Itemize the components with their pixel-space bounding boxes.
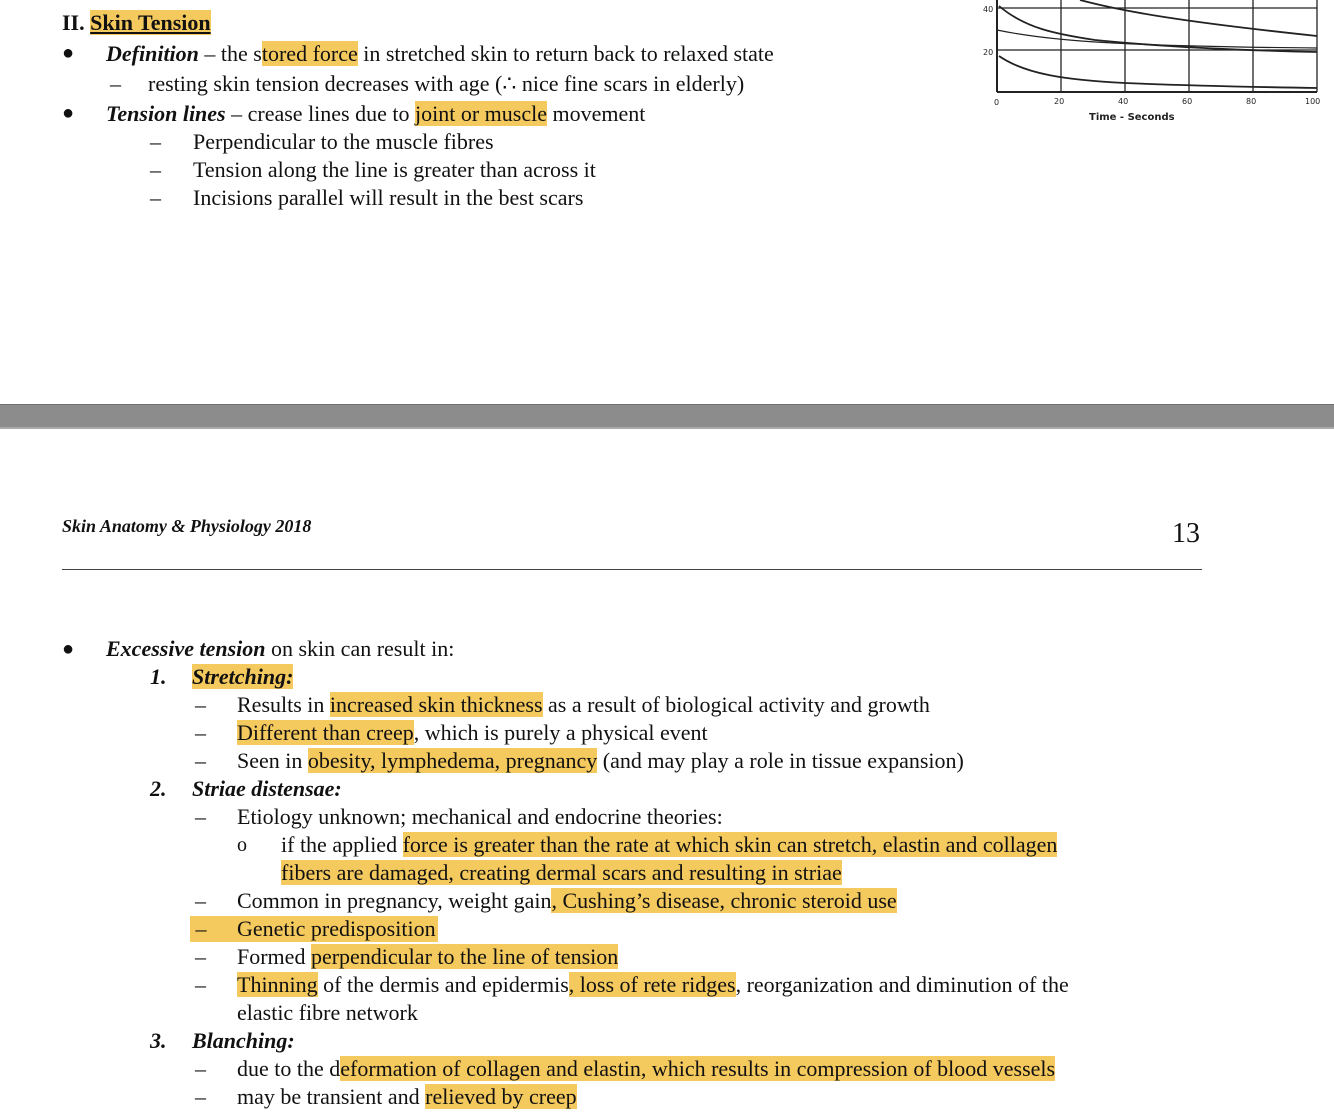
stretching-point-1 [237,692,930,718]
page-break-divider [0,404,1334,429]
page-header-title: Skin Anatomy & Physiology 2018 [62,516,312,536]
excessive-tension-line [106,636,454,662]
graph-xtick: 100 [1305,97,1321,106]
blanching-point-1 [237,1056,1055,1082]
striae-genetic [190,916,438,942]
striae-common [237,888,897,914]
circle-bullet-icon: o [237,834,247,856]
dash-icon: – [150,185,161,210]
blanching-highlight: eformation of collagen and elastin, which results in compression of blood vessels [340,1056,1056,1081]
list-number: 2. [150,776,167,801]
dash-icon: – [195,944,206,969]
tension-sub-3: Incisions parallel will result in the best scars [193,185,584,210]
tension-lines-term: Tension lines [106,101,226,126]
point-highlight: obesity, lymphedema, pregnancy [307,748,598,773]
excessive-tension-text: on skin can result in: [265,636,455,661]
thinning-highlight: , loss of rete ridges [568,972,736,997]
tension-sub-2: Tension along the line is greater than across it [193,157,596,182]
tension-lines-highlight: joint or muscle [415,101,547,126]
blanching-highlight: relieved by creep [425,1084,577,1109]
tension-lines-text-b: movement [546,101,646,126]
striae-sub-line-2 [281,860,842,886]
tension-sub-1: Perpendicular to the muscle fibres [193,129,494,154]
blanching-title-text: Blanching: [192,1028,295,1053]
list-number: 1. [150,664,167,689]
point-text: Results in [237,692,330,717]
dash-icon: – [195,748,206,773]
graph-ytick: 20 [983,48,994,57]
graph-curve-2 [1080,0,1317,36]
point-text: as a result of biological activity and growth [542,692,930,717]
definition-text-b: in stretched skin to return back to relaxed state [357,41,774,66]
definition-line [106,41,774,67]
excessive-tension-term: Excessive tension [106,636,266,661]
definition-sub: resting skin tension decreases with age (∴ nice fine scars in elderly) [148,71,745,96]
blanching-point-2 [237,1084,577,1110]
graph-curve-3 [999,56,1317,88]
dash-icon: – [195,1084,206,1109]
dash-icon: – [150,157,161,182]
list-number: 3. [150,1028,167,1053]
section-number: II. [62,10,91,35]
formed-highlight: perpendicular to the line of tension [310,944,619,969]
formed-text: Formed [237,944,311,969]
definition-highlight: tored force [261,41,358,66]
striae-title-text: Striae distensae: [192,776,342,801]
striae-etiology: Etiology unknown; mechanical and endocrine theories: [237,804,723,829]
striae-sub-line-1 [281,832,1057,858]
dash-icon: – [195,888,206,913]
common-text: Common in pregnancy, weight gain [237,888,552,913]
section-title-text: Skin Tension [90,10,211,35]
blanching-title [192,1028,295,1054]
point-highlight: Different than creep [237,720,414,745]
blanching-text: due to the d [237,1056,341,1081]
dash-icon: – [195,720,206,745]
graph-xtick: 0 [994,98,1000,107]
striae-formed [237,944,618,970]
point-text: Seen in [237,748,308,773]
common-highlight: , Cushing’s disease, chronic steroid use [551,888,897,913]
graph-xtick: 60 [1182,97,1193,106]
dash-icon: – [195,804,206,829]
tension-lines-line [106,101,645,127]
dash-icon: – [110,71,121,96]
point-text: , which is purely a physical event [413,720,708,745]
point-highlight: increased skin thickness [329,692,543,717]
sub-text: if the applied [281,832,403,857]
thinning-text: , reorganization and diminution of the [735,972,1069,997]
stretching-title [192,664,293,690]
sub-highlight: force is greater than the rate at which skin can stretch, elastin and collagen [402,832,1058,857]
stretching-point-2 [237,720,708,746]
genetic-text: Genetic predisposition [237,916,436,941]
striae-title [192,776,342,802]
dash-icon: – [195,1056,206,1081]
graph-xtick: 80 [1246,97,1257,106]
striae-thinning-cont: elastic fibre network [237,1000,418,1025]
page-number: 13 [1172,518,1200,549]
striae-thinning [237,972,1069,998]
graph-ytick: 40 [983,5,994,14]
header-rule [62,569,1202,570]
dash-icon: – [195,972,206,997]
stretching-title-text: Stretching: [192,664,294,689]
definition-text-a: – the s [198,41,262,66]
dash-icon: – [195,692,206,717]
thinning-highlight: Thinning [237,972,318,997]
sub-highlight: fibers are damaged, creating dermal scars and resulting in striae [281,860,842,885]
dash-icon: – [150,129,161,154]
creep-graph [985,0,1330,125]
definition-term: Definition [106,41,199,66]
tension-lines-text-a: – crease lines due to [225,101,415,126]
graph-xtick: 40 [1118,97,1129,106]
bullet-icon: ● [62,638,75,660]
point-text: (and may play a role in tissue expansion) [597,748,964,773]
graph-xtick: 20 [1054,97,1065,106]
bullet-icon: ● [62,102,75,124]
graph-xlabel: Time - Seconds [1089,112,1175,123]
bullet-icon: ● [62,42,75,64]
stretching-point-3 [237,748,964,774]
blanching-text: may be transient and [237,1084,426,1109]
dash-icon: – [190,916,207,941]
thinning-text: of the dermis and epidermis [317,972,569,997]
section-title [62,10,211,36]
graph-curve-4 [997,30,1317,48]
